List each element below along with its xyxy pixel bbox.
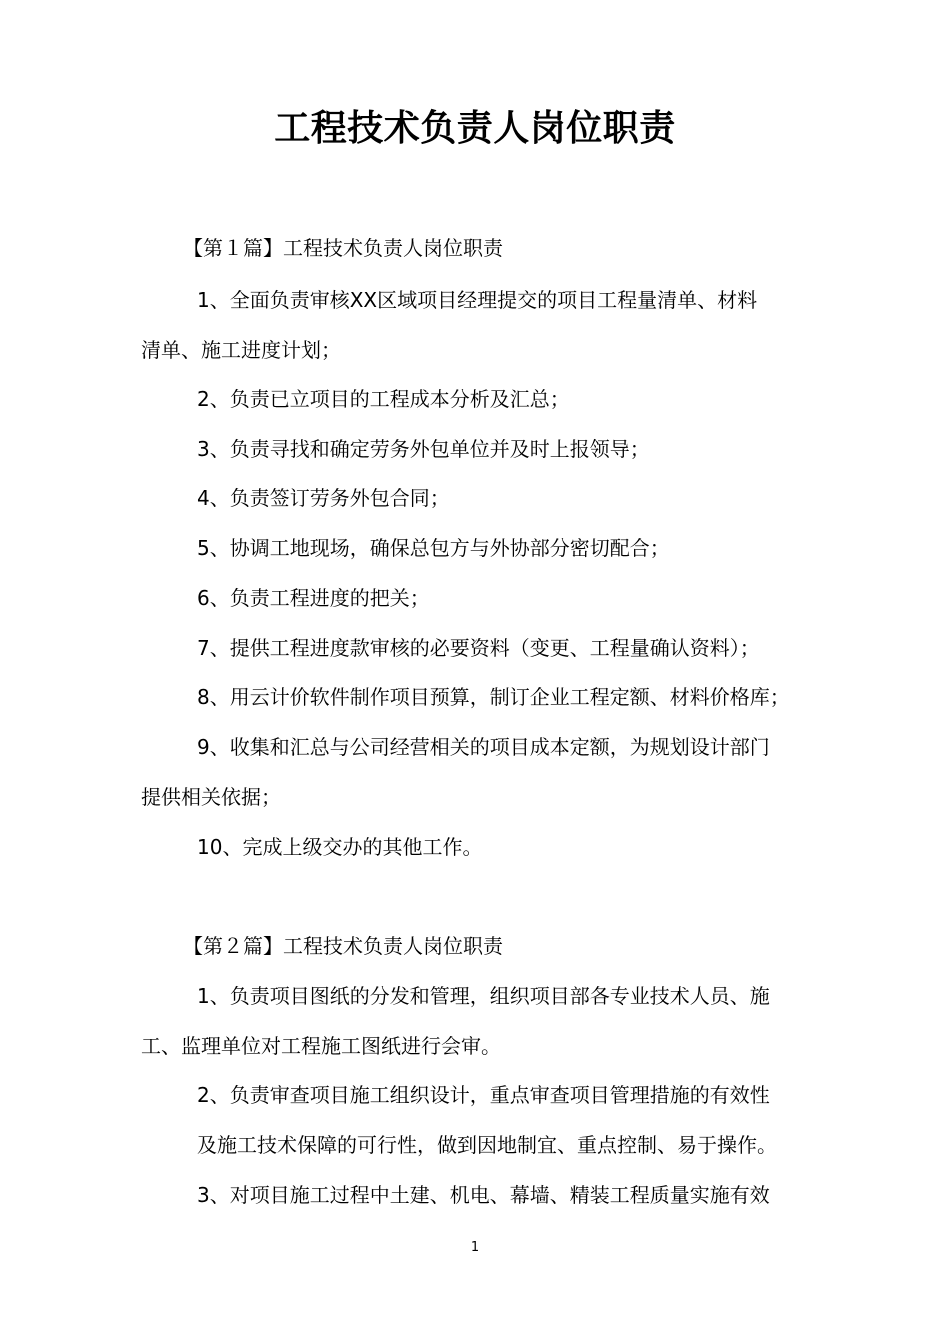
- list-item-line: 2、负责审查项目施工组织设计，重点审查项目管理措施的有效性: [197, 1083, 770, 1107]
- list-item-line: 提供相关依据；: [141, 785, 281, 809]
- list-item: 6、负责工程进度的把关；: [197, 586, 430, 610]
- list-item: 3、负责寻找和确定劳务外包单位并及时上报领导；: [197, 437, 650, 461]
- list-item: 2、负责已立项目的工程成本分析及汇总；: [197, 387, 570, 411]
- page-number: 1: [470, 1240, 480, 1255]
- section-heading: 【第１篇】工程技术负责人岗位职责: [183, 236, 503, 260]
- list-item-line: 及施工技术保障的可行性，做到因地制宜、重点控制、易于操作。: [197, 1133, 777, 1157]
- list-item-line: 1、负责项目图纸的分发和管理，组织项目部各专业技术人员、施: [197, 984, 770, 1008]
- list-item: 7、提供工程进度款审核的必要资料（变更、工程量确认资料）；: [197, 636, 760, 660]
- list-item-line: 工、监理单位对工程施工图纸进行会审。: [141, 1034, 501, 1058]
- list-item: 4、负责签订劳务外包合同；: [197, 486, 450, 510]
- list-item-line: 1、全面负责审核XX区域项目经理提交的项目工程量清单、材料: [197, 288, 758, 312]
- list-item: 5、协调工地现场，确保总包方与外协部分密切配合；: [197, 536, 670, 560]
- page-title: 工程技术负责人岗位职责: [274, 108, 676, 149]
- list-item-line: 清单、施工进度计划；: [141, 338, 341, 362]
- list-item: 10、完成上级交办的其他工作。: [197, 835, 483, 859]
- section-heading: 【第２篇】工程技术负责人岗位职责: [183, 934, 503, 958]
- list-item: 8、用云计价软件制作项目预算，制订企业工程定额、材料价格库；: [197, 685, 790, 709]
- list-item-line: 9、收集和汇总与公司经营相关的项目成本定额，为规划设计部门: [197, 735, 770, 759]
- list-item: 3、对项目施工过程中土建、机电、幕墙、精装工程质量实施有效: [197, 1183, 770, 1207]
